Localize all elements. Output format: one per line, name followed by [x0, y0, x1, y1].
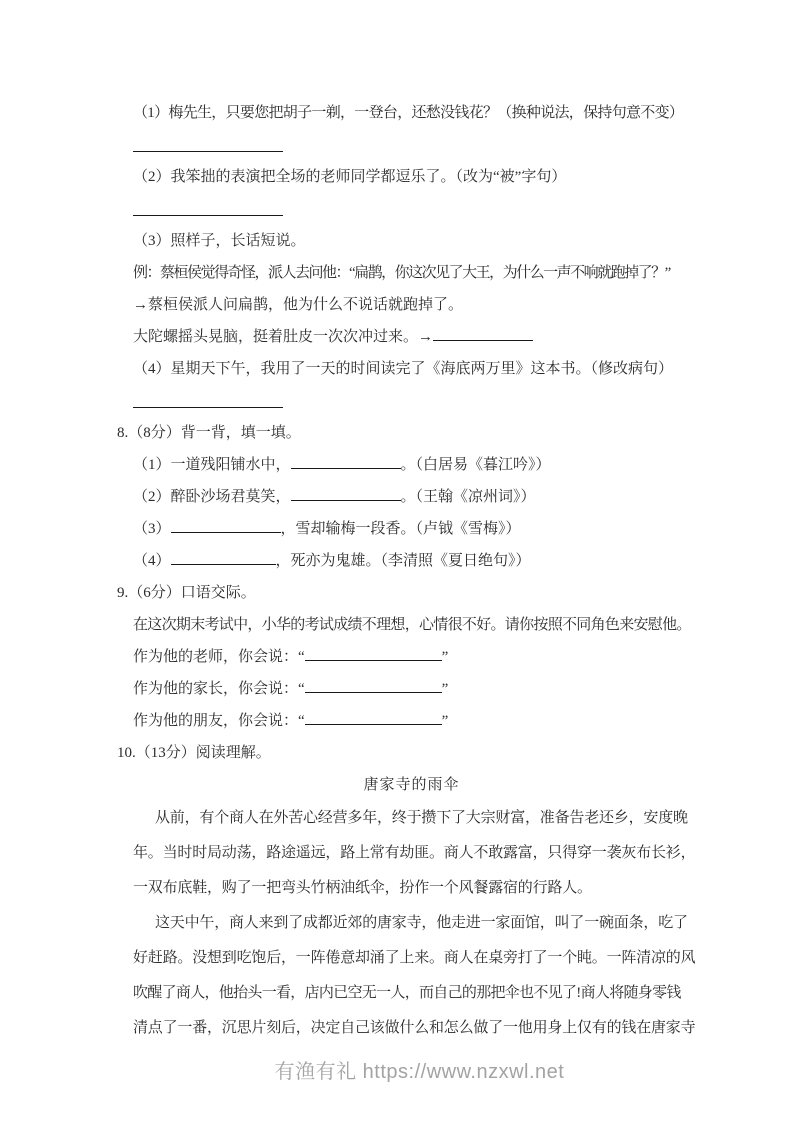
answer-blank	[133, 393, 283, 408]
passage-line	[133, 976, 690, 1011]
line-text: 8.（8分）背一背，填一填。	[117, 425, 301, 441]
line-text: 从前，有个商人在外苦心经营多年，终于攒下了大宗财富，准备告老还乡，安度晚	[155, 810, 688, 826]
question-subitem-line	[133, 97, 690, 129]
question-body-line	[133, 705, 690, 737]
line-text: 唐家寺的雨伞	[363, 777, 460, 793]
line-text: ，雪却输梅一段香。（卢钺《雪梅》）	[280, 521, 521, 537]
answer-blank	[305, 710, 442, 725]
question-number-line	[117, 737, 690, 769]
line-text: ”	[441, 713, 449, 729]
answer-blank	[291, 486, 401, 501]
line-text: 一双布底鞋，购了一把弯头竹柄油纸伞，扮作一个风餐露宿的行路人。	[133, 880, 592, 896]
question-number-line	[117, 577, 690, 609]
answer-blank	[433, 326, 533, 341]
question-subitem-line	[133, 225, 690, 257]
line-text: （4）	[133, 553, 171, 569]
question-body-line	[133, 609, 690, 641]
answer-blank	[133, 137, 283, 152]
answer-blank	[133, 201, 283, 216]
line-text: （1）梅先生，只要您把胡子一剃，一登台，还愁没钱花？（换种说法，保持句意不变）	[133, 105, 684, 121]
line-text: ”	[441, 681, 449, 697]
passage-line	[133, 871, 690, 906]
answer-blank-line	[133, 385, 690, 417]
line-text: （2）醉卧沙场君莫笑，	[133, 489, 291, 505]
line-text: 清点了一番，沉思片刻后，决定自己该做什么和怎么做了一他用身上仅有的钱在唐家寺	[133, 1020, 696, 1036]
passage-title	[133, 769, 690, 801]
line-text: （3）照样子，长话短说。	[133, 233, 306, 249]
line-text: （4）星期天下午，我用了一天的时间读完了《海底两万里》这本书。（修改病句）	[133, 361, 674, 377]
passage-line	[133, 906, 690, 941]
passage-line	[133, 801, 690, 836]
answer-blank	[171, 518, 281, 533]
line-text: 大陀螺摇头晃脑，挺着肚皮一次次冲过来。→	[133, 329, 434, 345]
line-text: 10.（13分）阅读理解。	[117, 745, 271, 761]
line-text: ”	[441, 649, 449, 665]
answer-blank	[305, 678, 442, 693]
line-text: 。（白居易《暮江吟》）	[400, 457, 551, 473]
line-text: 这天中午，商人来到了成都近郊的唐家寺，他走进一家面馆，叫了一碗面条，吃了	[155, 915, 688, 931]
line-text: 年。当时时局动荡，路途遥远，路上常有劫匪。商人不敢露富，只得穿一袭灰布长衫，	[133, 845, 696, 861]
line-text: 9.（6分）口语交际。	[117, 585, 256, 601]
question-subitem-line	[133, 353, 690, 385]
question-subitem-line	[133, 513, 690, 545]
line-text: 作为他的家长，你会说：“	[133, 681, 305, 697]
question-body-line	[133, 257, 690, 289]
document-body	[117, 97, 696, 1046]
line-text: 好赶路。没想到吃饱后，一阵倦意却涌了上来。商人在桌旁打了一个盹。一阵清凉的风	[133, 950, 696, 966]
answer-blank	[171, 550, 276, 565]
passage-line	[133, 1011, 696, 1046]
passage-line	[133, 836, 696, 871]
line-text: 例：蔡桓侯觉得奇怪，派人去问他：“扁鹊，你这次见了大王，为什么一声不响就跑掉了？”	[133, 265, 670, 281]
line-text: 作为他的朋友，你会说：“	[133, 713, 305, 729]
question-subitem-line	[133, 481, 690, 513]
question-subitem-line	[133, 161, 690, 193]
question-body-line	[133, 641, 690, 673]
question-body-line	[133, 321, 690, 353]
line-text: 在这次期末考试中，小华的考试成绩不理想，心情很不好。请你按照不同角色来安慰他。	[133, 617, 691, 633]
line-text: ，死亦为鬼雄。（李清照《夏日绝句》）	[275, 553, 531, 569]
answer-blank-line	[133, 129, 690, 161]
line-text: （1）一道残阳铺水中，	[133, 457, 291, 473]
line-text: （2）我笨拙的表演把全场的老师同学都逗乐了。（改为“被”字句）	[133, 169, 567, 185]
passage-line	[133, 941, 696, 976]
question-body-line	[133, 289, 690, 321]
footer-watermark	[0, 1056, 793, 1088]
question-body-line	[133, 673, 690, 705]
line-text: 吹醒了商人，他抬头一看，店内已空无一人，而自己的那把伞也不见了!商人将随身零钱	[133, 985, 681, 1001]
question-subitem-line	[133, 449, 690, 481]
answer-blank-line	[133, 193, 690, 225]
answer-blank	[291, 454, 401, 469]
answer-blank	[305, 646, 442, 661]
line-text: →蔡桓侯派人问扁鹊，他为什么不说话就跑掉了。	[133, 297, 464, 313]
question-subitem-line	[133, 545, 690, 577]
footer-watermark-text: 有渔有礼 https://www.nzxwl.net	[274, 1061, 565, 1083]
question-number-line	[117, 417, 690, 449]
line-text: （3）	[133, 521, 171, 537]
line-text: 。（王翰《凉州词》）	[400, 489, 536, 505]
line-text: 作为他的老师，你会说：“	[133, 649, 305, 665]
